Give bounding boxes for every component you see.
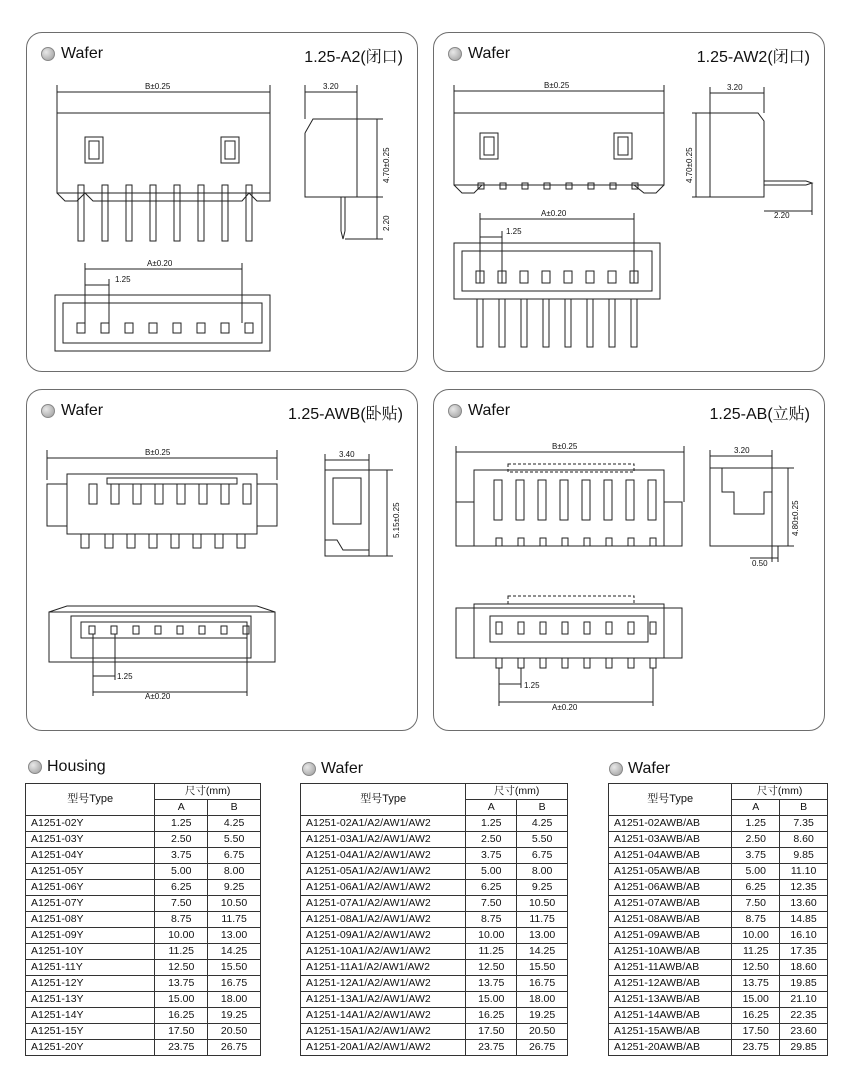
b-cell: 8.00 [208, 864, 261, 880]
table-row [609, 960, 828, 976]
table-row [26, 992, 261, 1008]
a-cell: 12.50 [732, 960, 780, 976]
b-cell: 17.35 [780, 944, 828, 960]
table-row [301, 864, 568, 880]
b-cell: 9.25 [208, 880, 261, 896]
housing-table [25, 783, 261, 1056]
type-cell: A1251-05AWB/AB [609, 864, 732, 880]
a-cell: 16.25 [155, 1008, 208, 1024]
table-row [26, 896, 261, 912]
b-cell: 19.25 [517, 1008, 568, 1024]
b-cell: 21.10 [780, 992, 828, 1008]
b-cell: 10.50 [517, 896, 568, 912]
a-cell: 23.75 [732, 1040, 780, 1056]
table-row [301, 960, 568, 976]
dim-pitch: 1.25 [115, 275, 131, 284]
table-row [301, 848, 568, 864]
a-cell: 23.75 [466, 1040, 517, 1056]
table-row [301, 832, 568, 848]
type-cell: A1251-13AWB/AB [609, 992, 732, 1008]
b-cell: 20.50 [208, 1024, 261, 1040]
b-cell: 16.75 [208, 976, 261, 992]
size-header: 尺寸(mm) [466, 784, 568, 800]
b-cell: 10.50 [208, 896, 261, 912]
type-cell: A1251-12A1/A2/AW1/AW2 [301, 976, 466, 992]
table-row [26, 928, 261, 944]
table-row [609, 1040, 828, 1056]
b-cell: 4.25 [517, 816, 568, 832]
size-header: 尺寸(mm) [155, 784, 261, 800]
b-cell: 13.00 [208, 928, 261, 944]
table-header-row [609, 784, 828, 800]
b-cell: 6.75 [208, 848, 261, 864]
table-row [609, 944, 828, 960]
type-cell: A1251-11AWB/AB [609, 960, 732, 976]
a-cell: 10.00 [732, 928, 780, 944]
type-cell: A1251-12AWB/AB [609, 976, 732, 992]
type-header: 型号Type [301, 784, 466, 816]
b-cell: 13.60 [780, 896, 828, 912]
table-row [26, 832, 261, 848]
a-cell: 11.25 [155, 944, 208, 960]
type-cell: A1251-14AWB/AB [609, 1008, 732, 1024]
panel-title: Wafer [41, 45, 103, 63]
a-cell: 8.75 [466, 912, 517, 928]
dim-h: 4.80±0.25 [791, 500, 800, 536]
table-row [26, 880, 261, 896]
a-cell: 23.75 [155, 1040, 208, 1056]
type-cell: A1251-14Y [26, 1008, 155, 1024]
dim-w: 3.20 [727, 83, 743, 92]
a-cell: 5.00 [466, 864, 517, 880]
a-cell: 16.25 [732, 1008, 780, 1024]
a-cell: 2.50 [466, 832, 517, 848]
a-cell: 11.25 [466, 944, 517, 960]
table-row [301, 992, 568, 1008]
type-cell: A1251-06Y [26, 880, 155, 896]
type-cell: A1251-04A1/A2/AW1/AW2 [301, 848, 466, 864]
dim-w: 3.20 [734, 446, 750, 455]
table-row [26, 944, 261, 960]
a-cell: 17.50 [732, 1024, 780, 1040]
type-cell: A1251-15AWB/AB [609, 1024, 732, 1040]
type-cell: A1251-02Y [26, 816, 155, 832]
b-cell: 16.10 [780, 928, 828, 944]
a-cell: 7.50 [466, 896, 517, 912]
type-cell: A1251-10A1/A2/AW1/AW2 [301, 944, 466, 960]
dim-a: A±0.20 [147, 259, 173, 268]
a-cell: 2.50 [155, 832, 208, 848]
type-cell: A1251-13A1/A2/AW1/AW2 [301, 992, 466, 1008]
a-cell: 3.75 [732, 848, 780, 864]
type-cell: A1251-02AWB/AB [609, 816, 732, 832]
panel-model: 1.25-A2(闭口) [304, 49, 403, 66]
panel-model: 1.25-AWB(卧贴) [288, 406, 403, 423]
a-cell: 6.25 [155, 880, 208, 896]
b-cell: 11.10 [780, 864, 828, 880]
drawing-aw2 [434, 33, 826, 373]
table-row [26, 1040, 261, 1056]
panel-title: Wafer [41, 402, 103, 420]
table-row [609, 1024, 828, 1040]
b-cell: 5.50 [517, 832, 568, 848]
table-row [609, 880, 828, 896]
table-row [26, 1024, 261, 1040]
b-cell: 5.50 [208, 832, 261, 848]
a-cell: 3.75 [155, 848, 208, 864]
b-cell: 19.85 [780, 976, 828, 992]
table-row [26, 1008, 261, 1024]
wafer-ab-table [608, 783, 828, 1056]
type-cell: A1251-08Y [26, 912, 155, 928]
table-row [301, 1008, 568, 1024]
a-cell: 1.25 [732, 816, 780, 832]
type-cell: A1251-05Y [26, 864, 155, 880]
b-cell: 26.75 [208, 1040, 261, 1056]
type-cell: A1251-07AWB/AB [609, 896, 732, 912]
type-cell: A1251-11Y [26, 960, 155, 976]
a-cell: 5.00 [732, 864, 780, 880]
table-row [609, 928, 828, 944]
type-header: 型号Type [26, 784, 155, 816]
a-cell: 11.25 [732, 944, 780, 960]
panel-title: Wafer [448, 402, 510, 420]
b-cell: 7.35 [780, 816, 828, 832]
col-a-header: A [155, 800, 208, 816]
dim-pitch: 1.25 [506, 227, 522, 236]
b-cell: 23.60 [780, 1024, 828, 1040]
type-cell: A1251-20Y [26, 1040, 155, 1056]
type-cell: A1251-14A1/A2/AW1/AW2 [301, 1008, 466, 1024]
wafer-a-table [300, 783, 568, 1056]
type-cell: A1251-08AWB/AB [609, 912, 732, 928]
dim-pin: 2.20 [382, 215, 391, 231]
b-cell: 11.75 [517, 912, 568, 928]
dim-w: 3.40 [339, 450, 355, 459]
b-cell: 14.25 [208, 944, 261, 960]
dim-h: 5.15±0.25 [392, 502, 401, 538]
a-cell: 10.00 [466, 928, 517, 944]
panel-title: Wafer [448, 45, 510, 63]
a-cell: 13.75 [155, 976, 208, 992]
table-row [609, 864, 828, 880]
col-a-header: A [466, 800, 517, 816]
b-cell: 22.35 [780, 1008, 828, 1024]
table-row [301, 976, 568, 992]
type-cell: A1251-10AWB/AB [609, 944, 732, 960]
drawing-awb [27, 390, 419, 732]
a-cell: 8.75 [155, 912, 208, 928]
type-cell: A1251-09Y [26, 928, 155, 944]
b-cell: 14.85 [780, 912, 828, 928]
table-row [26, 816, 261, 832]
table-header-row [26, 784, 261, 800]
a-cell: 2.50 [732, 832, 780, 848]
table-row [609, 896, 828, 912]
dim-a: A±0.20 [145, 692, 171, 701]
col-b-header: B [517, 800, 568, 816]
a-cell: 1.25 [466, 816, 517, 832]
b-cell: 14.25 [517, 944, 568, 960]
dim-pin: 2.20 [774, 211, 790, 220]
dim-b: B±0.25 [552, 442, 578, 451]
type-cell: A1251-02A1/A2/AW1/AW2 [301, 816, 466, 832]
b-cell: 18.00 [208, 992, 261, 1008]
b-cell: 15.50 [208, 960, 261, 976]
table-row [609, 1008, 828, 1024]
bullet-icon [302, 762, 316, 776]
panel-ab [433, 389, 825, 731]
panel-model: 1.25-AB(立贴) [709, 406, 810, 423]
dim-a: A±0.20 [552, 703, 578, 712]
type-cell: A1251-03Y [26, 832, 155, 848]
b-cell: 11.75 [208, 912, 261, 928]
a-cell: 12.50 [466, 960, 517, 976]
b-cell: 26.75 [517, 1040, 568, 1056]
type-cell: A1251-04AWB/AB [609, 848, 732, 864]
table-row [301, 880, 568, 896]
table-row [301, 928, 568, 944]
table-row [26, 912, 261, 928]
type-cell: A1251-06A1/A2/AW1/AW2 [301, 880, 466, 896]
a-cell: 3.75 [466, 848, 517, 864]
a-cell: 17.50 [466, 1024, 517, 1040]
dim-b: B±0.25 [544, 81, 570, 90]
bullet-icon [28, 760, 42, 774]
b-cell: 8.00 [517, 864, 568, 880]
dim-b: B±0.25 [145, 448, 171, 457]
table-row [609, 912, 828, 928]
table-row [26, 864, 261, 880]
panel-a2 [26, 32, 418, 372]
b-cell: 13.00 [517, 928, 568, 944]
a-cell: 7.50 [155, 896, 208, 912]
a-cell: 13.75 [732, 976, 780, 992]
table-row [26, 976, 261, 992]
b-cell: 8.60 [780, 832, 828, 848]
type-cell: A1251-03AWB/AB [609, 832, 732, 848]
a-cell: 15.00 [466, 992, 517, 1008]
type-cell: A1251-07Y [26, 896, 155, 912]
type-cell: A1251-11A1/A2/AW1/AW2 [301, 960, 466, 976]
type-cell: A1251-12Y [26, 976, 155, 992]
b-cell: 4.25 [208, 816, 261, 832]
table-row [301, 912, 568, 928]
b-cell: 20.50 [517, 1024, 568, 1040]
table-row [609, 848, 828, 864]
section-title-wafer-ab: Wafer [609, 760, 670, 778]
type-cell: A1251-15Y [26, 1024, 155, 1040]
a-cell: 16.25 [466, 1008, 517, 1024]
panel-aw2 [433, 32, 825, 372]
type-cell: A1251-09AWB/AB [609, 928, 732, 944]
a-cell: 12.50 [155, 960, 208, 976]
a-cell: 15.00 [155, 992, 208, 1008]
a-cell: 6.25 [732, 880, 780, 896]
section-title-wafer-a: Wafer [302, 760, 363, 778]
a-cell: 13.75 [466, 976, 517, 992]
a-cell: 5.00 [155, 864, 208, 880]
table-row [301, 1040, 568, 1056]
size-header: 尺寸(mm) [732, 784, 828, 800]
type-cell: A1251-04Y [26, 848, 155, 864]
type-cell: A1251-03A1/A2/AW1/AW2 [301, 832, 466, 848]
drawing-a2 [27, 33, 419, 373]
dim-a: A±0.20 [541, 209, 567, 218]
table-row [26, 848, 261, 864]
col-a-header: A [732, 800, 780, 816]
a-cell: 17.50 [155, 1024, 208, 1040]
a-cell: 8.75 [732, 912, 780, 928]
panel-awb [26, 389, 418, 731]
col-b-header: B [780, 800, 828, 816]
b-cell: 16.75 [517, 976, 568, 992]
a-cell: 10.00 [155, 928, 208, 944]
panel-model: 1.25-AW2(闭口) [696, 49, 810, 66]
table-row [609, 816, 828, 832]
b-cell: 9.85 [780, 848, 828, 864]
table-header-row [301, 784, 568, 800]
dim-w: 3.20 [323, 82, 339, 91]
b-cell: 29.85 [780, 1040, 828, 1056]
type-cell: A1251-15A1/A2/AW1/AW2 [301, 1024, 466, 1040]
table-row [301, 944, 568, 960]
b-cell: 18.60 [780, 960, 828, 976]
type-cell: A1251-08A1/A2/AW1/AW2 [301, 912, 466, 928]
table-row [609, 832, 828, 848]
dim-pitch: 1.25 [524, 681, 540, 690]
type-header: 型号Type [609, 784, 732, 816]
type-cell: A1251-20A1/A2/AW1/AW2 [301, 1040, 466, 1056]
col-b-header: B [208, 800, 261, 816]
table-row [301, 816, 568, 832]
bullet-icon [609, 762, 623, 776]
dim-b: B±0.25 [145, 82, 171, 91]
a-cell: 6.25 [466, 880, 517, 896]
b-cell: 18.00 [517, 992, 568, 1008]
type-cell: A1251-10Y [26, 944, 155, 960]
type-cell: A1251-05A1/A2/AW1/AW2 [301, 864, 466, 880]
type-cell: A1251-09A1/A2/AW1/AW2 [301, 928, 466, 944]
dim-h: 4.70±0.25 [685, 147, 694, 183]
a-cell: 1.25 [155, 816, 208, 832]
type-cell: A1251-13Y [26, 992, 155, 1008]
b-cell: 6.75 [517, 848, 568, 864]
b-cell: 19.25 [208, 1008, 261, 1024]
section-title-housing: Housing [28, 758, 106, 776]
dim-h: 4.70±0.25 [382, 147, 391, 183]
b-cell: 15.50 [517, 960, 568, 976]
type-cell: A1251-20AWB/AB [609, 1040, 732, 1056]
table-row [609, 976, 828, 992]
dim-pitch: 1.25 [117, 672, 133, 681]
a-cell: 7.50 [732, 896, 780, 912]
table-row [26, 960, 261, 976]
table-row [301, 896, 568, 912]
b-cell: 9.25 [517, 880, 568, 896]
table-row [301, 1024, 568, 1040]
a-cell: 15.00 [732, 992, 780, 1008]
table-row [609, 992, 828, 1008]
type-cell: A1251-07A1/A2/AW1/AW2 [301, 896, 466, 912]
b-cell: 12.35 [780, 880, 828, 896]
dim-foot: 0.50 [752, 559, 768, 568]
drawing-ab [434, 390, 826, 732]
type-cell: A1251-06AWB/AB [609, 880, 732, 896]
